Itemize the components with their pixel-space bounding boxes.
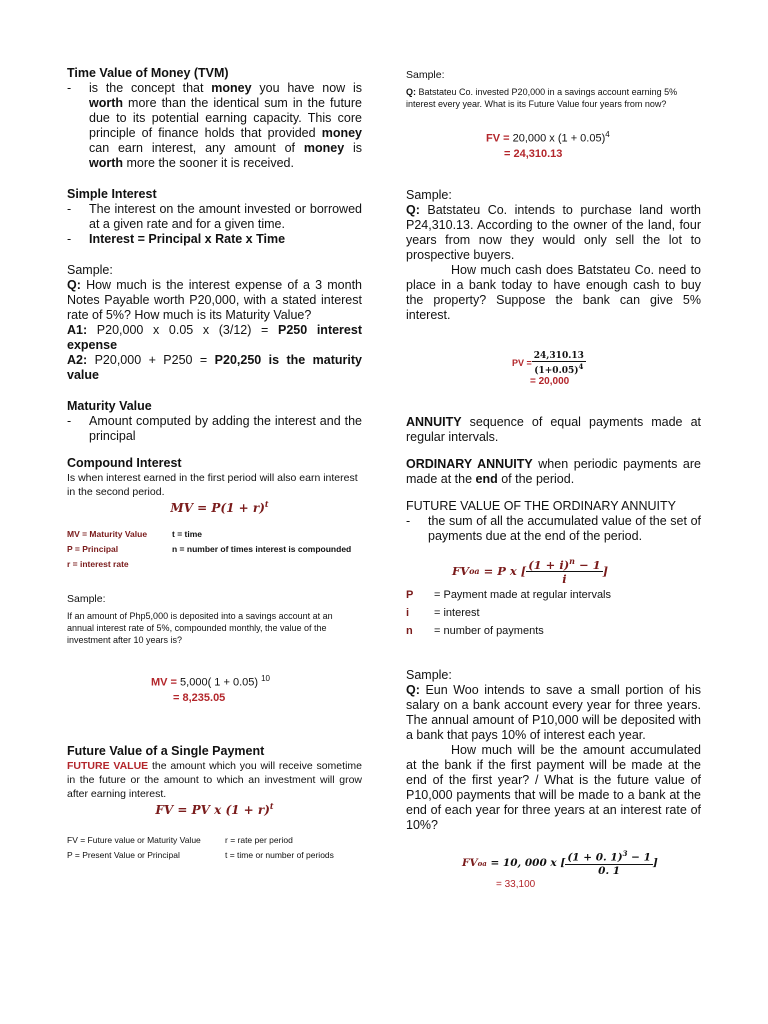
future-value-formula: FV = PV x $(1 + r)^t$ [155,800,274,817]
right-column [406,68,701,890]
sample-question: Q: Batstateu Co. invested P20,000 in a savings account earning 5% interest every year. What is its Future Value four years from now? [406,87,678,109]
simple-interest-bullet: - The interest on the amount invested or borrowed at a given rate and for a given time. [67,202,362,231]
sample-question-continued: How much cash does Batstateu Co. need to place in a bank today to have enough cash to buy the property? Suppose the bank can give 5% interest. [406,262,701,322]
sample-label: Sample: [67,593,106,605]
answer-one: A1: P20,000 x 0.05 x (3/12) = P250 interest expense [67,323,362,352]
left-column [67,66,362,863]
sample-question-continued: How much will be the amount accumulated at the bank if the first payment will be made at the end of the first year? / What is the future value of P10,000 payments that will be made to a bank at the end of each year for three years at an interest rate of 10%? [406,743,701,833]
variable-row: i = interest [406,607,480,620]
tvm-definition: - is the concept that money you have now is worth more than the identical sum in the future due to its potential earning capacity. This core principle of finance holds that provided money can earn interest, any amount of money is worth more the sooner it is received. [67,81,363,170]
sample-equation: FV = 20,000 x $(1 + 0.05)^4$ [486,130,610,145]
formula-variables [406,586,701,640]
present-value-result: = 20,000 [530,375,570,387]
fv-ordinary-annuity-bullet: - the sum of all the accumulated value of the set of payments due at the end of the period. [406,513,701,543]
sample-equation: MV = 5,000( 1 + 0.05) $^{10}$ [151,674,270,689]
annuity-definition: ANNUITY sequence of equal payments made at regular intervals. [406,414,701,444]
sample-question: Q: Batstateu Co. intends to purchase land worth P24,310.13. According to the owner of the land, four years from now they would only sell the lot to prospective buyers. [406,202,701,262]
sample-question: Q: How much is the interest expense of a 3 month Notes Payable worth P20,000, with a stated interest rate of 5%? How much is its Maturity Value? [67,278,362,322]
sample-question: Q: Eun Woo intends to save a small portion of his salary on a bank account every year for three years. The annual amount of P10,000 will be deposited with a bank that pays 10% of interest each year. [406,683,701,743]
fv-ordinary-annuity-formula: FV oa = P x [ $\frac{(1 + i)^n - 1}{i}$ ] [452,555,609,587]
tvm-heading: Time Value of Money (TVM) [67,66,229,80]
sample-label: Sample: [406,69,445,81]
maturity-value-bullet: - Amount computed by adding the interest and the principal [67,414,362,443]
sample-result: = 24,310.13 [504,147,563,160]
sample-label: Sample: [406,668,452,683]
variable-row: P = Payment made at regular intervals [406,589,612,602]
sample-label: Sample: [406,187,452,202]
sample-equation: FV oa = 10, 000 x [ $\frac{(1 + 0. 1)^3 - 1}{0. 1}$ ] [462,849,658,877]
sample-question: If an amount of Php5,000 is deposited into a savings account at an annual interest rate of 5%, compounded monthly, the value of the investment after 10 years is? [67,611,333,645]
compound-formula: MV = $P(1 + r)^t$ [170,499,269,515]
sample-result: = 8,235.05 [173,691,226,704]
future-value-legend: FV = Future value or Maturity Value r = rate per period P = Present Value or Principal t = time or number of periods [67,834,334,860]
compound-legend: MV = Maturity Value t = time P = Principal n = number of times interest is compounded r = interest rate [67,529,352,569]
fv-single-payment-heading: Future Value of a Single Payment [67,743,265,758]
present-value-equation: PV = $\frac{24,310.13}{(1+0.05)^4}$ [512,350,584,376]
fv-ordinary-annuity-heading: FUTURE VALUE OF THE ORDINARY ANNUITY [406,498,676,513]
sample-label: Sample: [67,263,113,277]
ordinary-annuity-definition: ORDINARY ANNUITY when periodic payments are made at the end of the period. [406,456,701,486]
compound-interest-heading: Compound Interest [67,456,182,470]
simple-interest-heading: Simple Interest [67,187,157,201]
answer-two: A2: P20,000 + P250 = P20,250 is the maturity value [67,353,362,382]
maturity-value-heading: Maturity Value [67,399,152,413]
variable-row: n = number of payments [406,625,544,638]
compound-interest-definition: Is when interest earned in the first period will also earn interest in the second period. [67,472,358,498]
future-value-definition: FUTURE VALUE the amount which you will receive sometime in the future or the amount to which an investment will grow after earning interest. [67,759,362,800]
sample-result: = 33,100 [496,878,536,890]
simple-interest-formula: - Interest = Principal x Rate x Time [67,232,286,246]
